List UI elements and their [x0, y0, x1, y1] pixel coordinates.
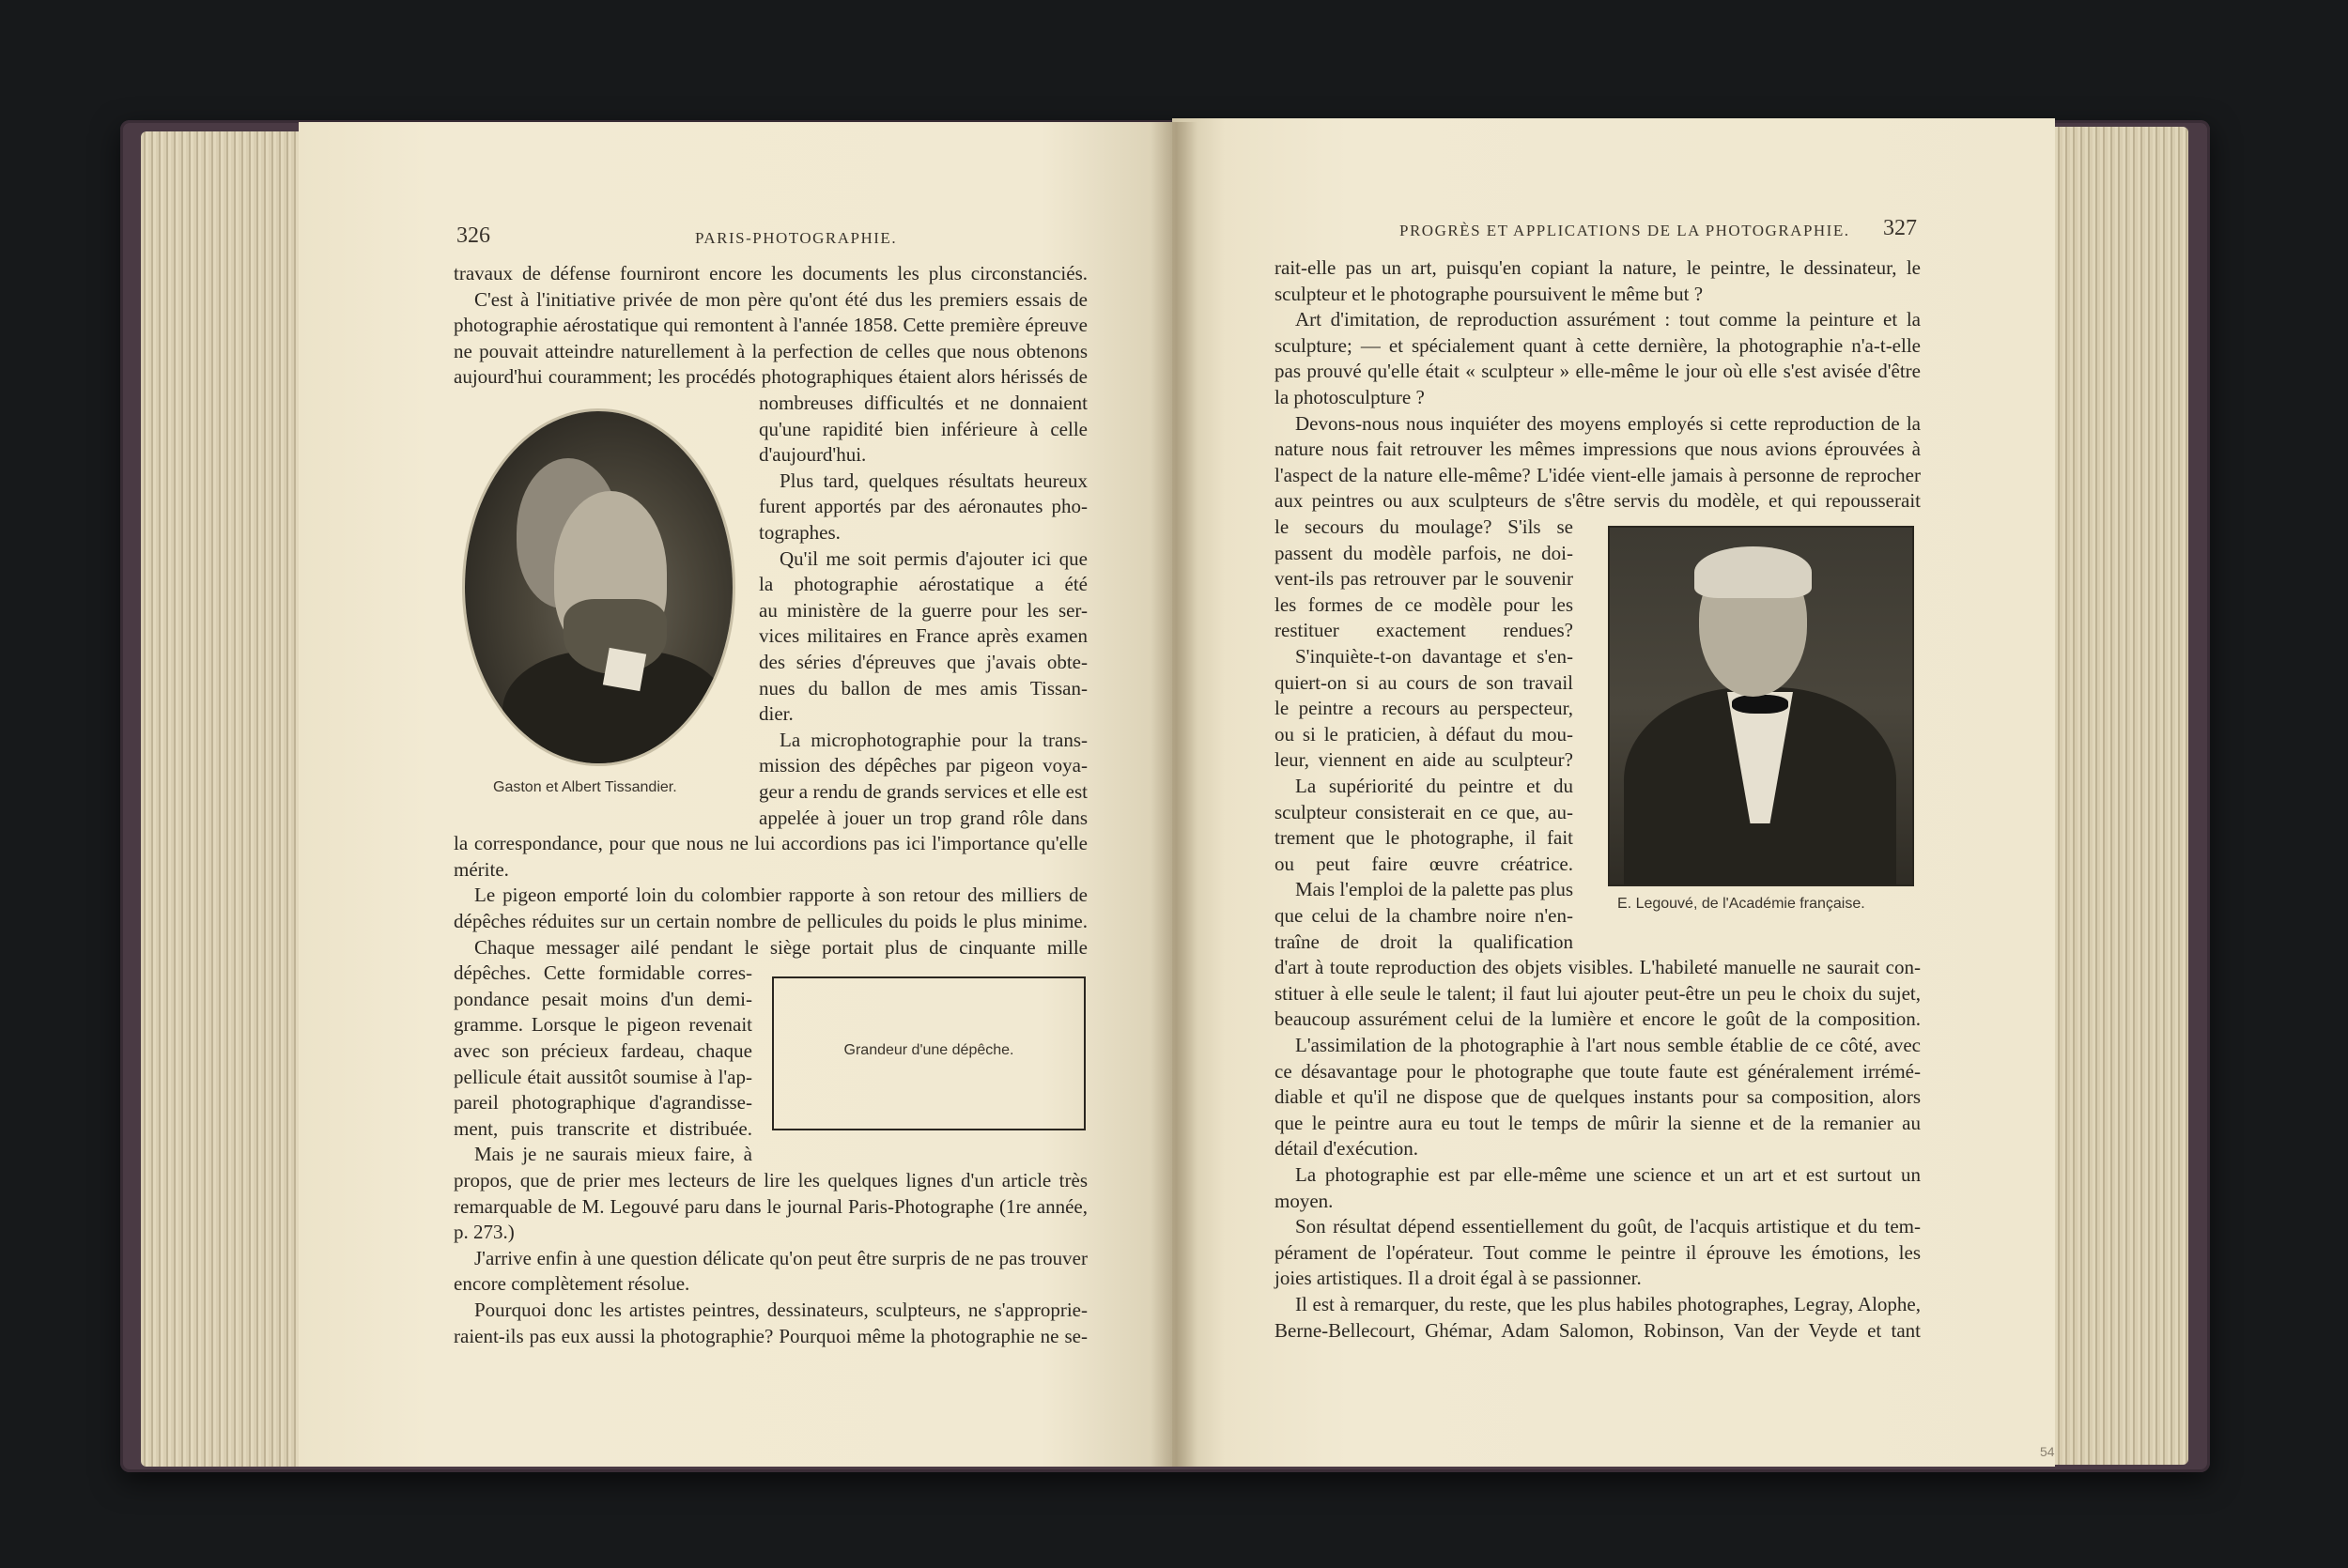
left-text-line: avec son précieux fardeau, chaque — [454, 1039, 752, 1062]
right-text-line: pas prouvé qu'elle était « sculpteur » elle-même le jour où elle s'est avisée d'être — [1274, 360, 1921, 383]
left-text-line: encore complètement résolue. — [454, 1272, 690, 1296]
right-text-line: nature nous fait retrouver les mêmes impressions que nous avions éprouvées à — [1274, 438, 1921, 461]
left-text-line: aujourd'hui couramment; les procédés photographiques étaient alors hérissés de — [454, 365, 1088, 389]
right-text-line: rait-elle pas un art, puisqu'en copiant la nature, le peintre, le dessinateur, le — [1274, 256, 1921, 279]
left-text-line: ne pouvait atteindre naturellement à la perfection de celles que nous obtenons — [454, 339, 1088, 362]
left-text-line: La microphotographie pour la trans- — [780, 728, 1088, 751]
right-text-line: Il est à remarquer, du reste, que les plus habiles photographes, Legray, Alophe, — [1295, 1293, 1921, 1315]
right-text-line: les formes de ce modèle pour les — [1274, 592, 1573, 616]
right-text-line: diable et qu'il ne dispose que de quelques instants pour sa composition, alors — [1274, 1085, 1921, 1109]
dispatch-box-label: Grandeur d'une dépêche. — [843, 1042, 1014, 1058]
left-text-line: C'est à l'initiative privée de mon père qu'ont été dus les premiers essais de — [474, 287, 1088, 311]
left-text-line: au ministère de la guerre pour les ser- — [759, 598, 1088, 622]
left-text-line: J'arrive enfin à une question délicate qu'on peut être surpris de ne pas trouver — [474, 1246, 1088, 1269]
right-text-line: Son résultat dépend essentiellement du goût, de l'acquis artistique et du tem- — [1295, 1215, 1921, 1238]
right-text-line: que celui de la chambre noire n'en- — [1274, 904, 1573, 927]
left-text-line: dier. — [759, 702, 794, 726]
right-text-line: ce désavantage pour le photographe que toute faute est généralement irrémé- — [1274, 1059, 1921, 1083]
left-text-line: mérite. — [454, 857, 509, 881]
left-text-line: nombreuses difficultés et ne donnaient — [759, 392, 1088, 414]
corner-mark: 54 — [2040, 1444, 2055, 1459]
right-text-line: sculpteur et le photographe poursuivent le même but ? — [1274, 282, 1704, 305]
right-text-line: sculpteur consisterait en ce que, au- — [1274, 800, 1573, 823]
left-text-line: Plus tard, quelques résultats heureux — [780, 469, 1088, 492]
right-text-line: traîne de droit la qualification — [1274, 930, 1573, 953]
right-text-line: La supériorité du peintre et du — [1295, 775, 1573, 797]
right-text-line: Devons-nous nous inquiéter des moyens employés si cette reproduction de la — [1295, 411, 1921, 435]
right-text-line: beaucoup assurément celui de la lumière et encore le goût de la composition. — [1274, 1007, 1921, 1031]
left-page-number: 326 — [456, 223, 490, 248]
right-running-head: PROGRÈS ET APPLICATIONS DE LA PHOTOGRAPHIE. — [1399, 222, 1850, 239]
left-text-line: pareil photographique d'agrandisse- — [454, 1091, 752, 1115]
right-text-line: quiert-on si au cours de son travail — [1274, 670, 1573, 694]
left-text-line: appelée à jouer un trop grand rôle dans — [759, 806, 1088, 829]
left-text-line: mission des dépêches par pigeon voya- — [759, 754, 1088, 777]
left-text-line: Mais je ne saurais mieux faire, à — [474, 1143, 752, 1166]
right-text-line: Berne-Bellecourt, Ghémar, Adam Salomon, Robinson, Van der Veyde et tant — [1274, 1318, 1921, 1342]
left-text-line: geur a rendu de grands services et elle est — [759, 780, 1088, 803]
legouve-portrait — [1608, 526, 1914, 886]
right-text-line: La photographie est par elle-même une science et un art et est surtout un — [1295, 1163, 1921, 1186]
left-text-line: Pourquoi donc les artistes peintres, dessinateurs, sculpteurs, ne s'approprie- — [474, 1299, 1088, 1321]
right-text-line: Mais l'emploi de la palette pas plus — [1295, 878, 1573, 901]
left-text-line: propos, que de prier mes lecteurs de lire les quelques lignes d'un article très — [454, 1169, 1088, 1191]
right-text-line: L'assimilation de la photographie à l'art nous semble établie de ce côté, avec — [1295, 1034, 1921, 1056]
left-text-line: la correspondance, pour que nous ne lui accordions pas ici l'importance qu'elle — [454, 832, 1088, 855]
left-text-line: Chaque messager ailé pendant le siège portait plus de cinquante mille — [474, 935, 1088, 959]
book-gutter — [1151, 122, 1197, 1467]
left-text-line: qu'une rapidité bien inférieure à celle — [759, 417, 1088, 440]
right-text-line: moyen. — [1274, 1189, 1334, 1212]
left-page-stack — [141, 131, 310, 1467]
left-text-line: dépêches réduites sur un certain nombre de pellicules du poids le plus minime. — [454, 910, 1088, 932]
left-text-line: Qu'il me soit permis d'ajouter ici que — [780, 546, 1088, 570]
right-text-line: le secours du moulage? S'ils se — [1274, 515, 1573, 538]
right-text-line: ou si le praticien, à défaut du mou- — [1274, 722, 1573, 746]
right-text-line: S'inquiète-t-on davantage et s'en- — [1295, 645, 1573, 668]
right-text-line: l'aspect de la nature elle-même? L'idée vient-elle jamais à personne de reprocher — [1274, 463, 1921, 486]
left-text-line: gramme. Lorsque le pigeon revenait — [454, 1013, 752, 1037]
left-text-line: travaux de défense fourniront encore les documents les plus circonstanciés. — [454, 262, 1088, 284]
right-page-stack — [2047, 127, 2188, 1465]
right-text-line: détail d'exécution. — [1274, 1137, 1419, 1161]
left-text-line: d'aujourd'hui. — [759, 443, 867, 467]
right-text-line: stituer à elle seule le talent; il faut lui ajouter peut-être un peu le choix du sujet, — [1274, 981, 1921, 1005]
right-text-line: aux peintres ou aux sculpteurs de s'être servis du modèle, et qui repousserait — [1274, 489, 1921, 513]
right-page-number: 327 — [1883, 216, 1917, 240]
left-text-line: pellicule était aussitôt soumise à l'ap- — [454, 1065, 752, 1088]
right-text-line: d'art à toute reproduction des objets visibles. L'habileté manuelle ne saurait con- — [1274, 956, 1921, 979]
left-text-line: des séries d'épreuves que j'avais obte- — [759, 651, 1088, 673]
left-figure-caption: Gaston et Albert Tissandier. — [493, 779, 677, 795]
right-figure-caption: E. Legouvé, de l'Académie française. — [1617, 896, 1865, 912]
left-text-line: dépêches. Cette formidable corres- — [454, 961, 752, 985]
right-text-line: ou peut faire œuvre créatrice. — [1274, 852, 1573, 875]
right-text-line: leur, viennent en aide au sculpteur? — [1274, 748, 1573, 772]
left-text-line: nues du ballon de mes amis Tissan- — [759, 676, 1088, 699]
right-text-line: joies artistiques. Il a droit égal à se passionner. — [1274, 1267, 1642, 1290]
dispatch-size-box — [772, 976, 1086, 1130]
left-text-line: la photographie aérostatique a été — [759, 573, 1088, 596]
left-text-line: remarquable de M. Legouvé paru dans le journal Paris-Photographe (1re année, — [454, 1194, 1088, 1218]
left-text-line: vices militaires en France après examen — [759, 624, 1088, 648]
left-text-line: photographie aérostatique qui remontent à l'année 1858. Cette première épreuve — [454, 314, 1088, 337]
right-text-line: Art d'imitation, de reproduction assurément : tout comme la peinture et la — [1295, 308, 1921, 331]
right-text-line: que le peintre aura eu tout le temps de mûrir la sienne et de la remanier au — [1274, 1111, 1921, 1134]
right-text-line: sculpture; — et spécialement quant à cette dernière, la photographie n'a-t-elle — [1274, 333, 1921, 357]
right-text-line: passent du modèle parfois, ne doi- — [1274, 541, 1573, 564]
right-text-line: le peintre a recours au perspecteur, — [1274, 697, 1573, 720]
left-text-line: p. 273.) — [454, 1221, 515, 1244]
left-text-line: pondance pesait moins d'un demi- — [454, 987, 752, 1010]
right-text-line: la photosculpture ? — [1274, 386, 1425, 408]
right-text-line: vent-ils pas retrouver par le souvenir — [1274, 567, 1573, 591]
left-text-line: raient-ils pas eux aussi la photographie? Pourquoi même la photographie ne se- — [454, 1324, 1088, 1347]
left-text-line: Le pigeon emporté loin du colombier rapporte à son retour des milliers de — [474, 884, 1088, 907]
left-text-line: furent apportés par des aéronautes pho- — [759, 495, 1088, 518]
right-text-line: restituer exactement rendues? — [1274, 619, 1573, 642]
left-text-line: tographes. — [759, 521, 841, 544]
left-text-line: ment, puis transcrite et distribuée. — [454, 1116, 752, 1140]
tissandier-portrait — [465, 411, 733, 763]
left-running-head: PARIS-PHOTOGRAPHIE. — [695, 229, 898, 247]
right-text-line: trement que le photographe, il fait — [1274, 826, 1573, 850]
right-text-line: pérament de l'opérateur. Tout comme le peintre il éprouve les émotions, les — [1274, 1240, 1921, 1264]
